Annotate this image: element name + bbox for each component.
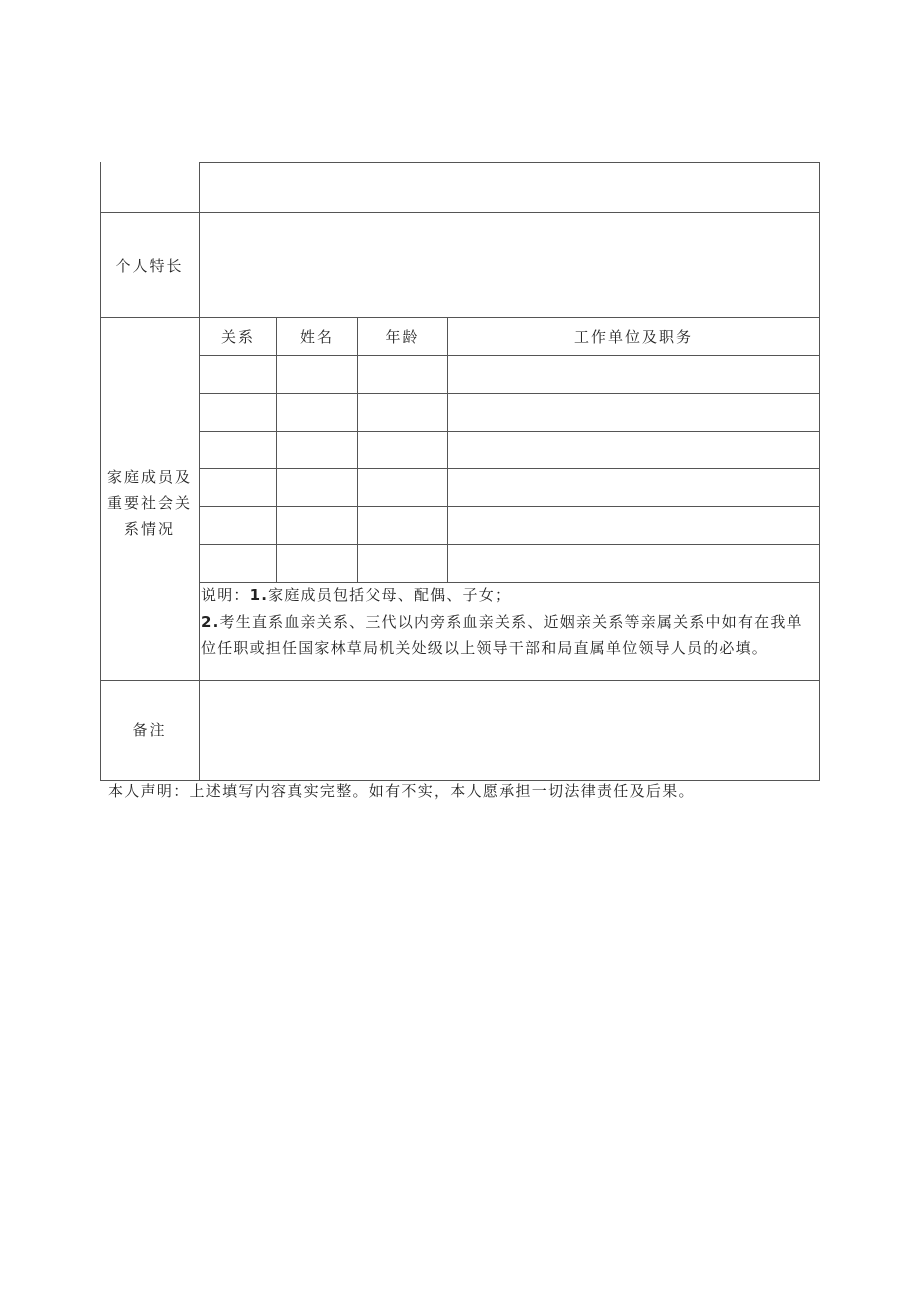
family-cell-employer-position[interactable] [448, 394, 819, 431]
previous-section-value-cell[interactable] [200, 163, 819, 212]
remarks-label: 备注 [132, 721, 167, 739]
applicant-declaration: 本人声明：上述填写内容真实完整。如有不实，本人愿承担一切法律责任及后果。 [108, 782, 695, 800]
note-1-text: 家庭成员包括父母、配偶、子女； [268, 586, 512, 604]
family-cell-employer-position[interactable] [448, 432, 819, 468]
note-line-2 [201, 609, 817, 662]
note-line-1 [201, 582, 817, 609]
family-cell-name[interactable] [277, 545, 357, 582]
family-cell-age[interactable] [358, 545, 447, 582]
note-2-text: 考生直系血亲关系、三代以内旁系血亲关系、近姻亲关系等亲属关系中如有在我单位任职或担任国家林草局机关处级以上领导干部和局直属单位领导人员的必填。 [201, 612, 803, 657]
family-label-line: 家庭成员及 [106, 468, 192, 486]
family-cell-age[interactable] [358, 469, 447, 506]
family-note [201, 582, 817, 662]
family-cell-name[interactable] [277, 356, 357, 393]
family-cell-age[interactable] [358, 507, 447, 544]
family-label-line: 系情况 [123, 520, 175, 538]
family-cell-employer-position[interactable] [448, 469, 819, 506]
column-header-name: 姓名 [299, 328, 334, 346]
column-header-relation: 关系 [220, 328, 255, 346]
remarks-value-cell[interactable] [200, 681, 819, 780]
personal-specialty-value-cell[interactable] [200, 213, 819, 317]
family-cell-relation[interactable] [200, 469, 276, 506]
family-members-label [100, 464, 199, 542]
table-border-right [819, 162, 820, 781]
family-cell-name[interactable] [277, 469, 357, 506]
note-prefix: 说明： [201, 586, 250, 604]
note-1-number: 1. [249, 586, 269, 604]
family-cell-employer-position[interactable] [448, 507, 819, 544]
family-cell-relation[interactable] [200, 545, 276, 582]
column-header-age: 年龄 [385, 328, 420, 346]
family-cell-employer-position[interactable] [448, 545, 819, 582]
family-cell-name[interactable] [277, 507, 357, 544]
family-cell-relation[interactable] [200, 394, 276, 431]
family-label-line: 重要社会关 [106, 494, 192, 512]
note-2-number: 2. [201, 612, 220, 631]
family-cell-employer-position[interactable] [448, 356, 819, 393]
family-cell-name[interactable] [277, 432, 357, 468]
family-cell-relation[interactable] [200, 432, 276, 468]
column-header-employer-position: 工作单位及职务 [573, 328, 693, 346]
family-cell-name[interactable] [277, 394, 357, 431]
family-cell-age[interactable] [358, 356, 447, 393]
family-cell-age[interactable] [358, 394, 447, 431]
registration-form-table [100, 162, 820, 781]
family-cell-relation[interactable] [200, 356, 276, 393]
family-cell-relation[interactable] [200, 507, 276, 544]
personal-specialty-label: 个人特长 [115, 257, 184, 275]
family-cell-age[interactable] [358, 432, 447, 468]
